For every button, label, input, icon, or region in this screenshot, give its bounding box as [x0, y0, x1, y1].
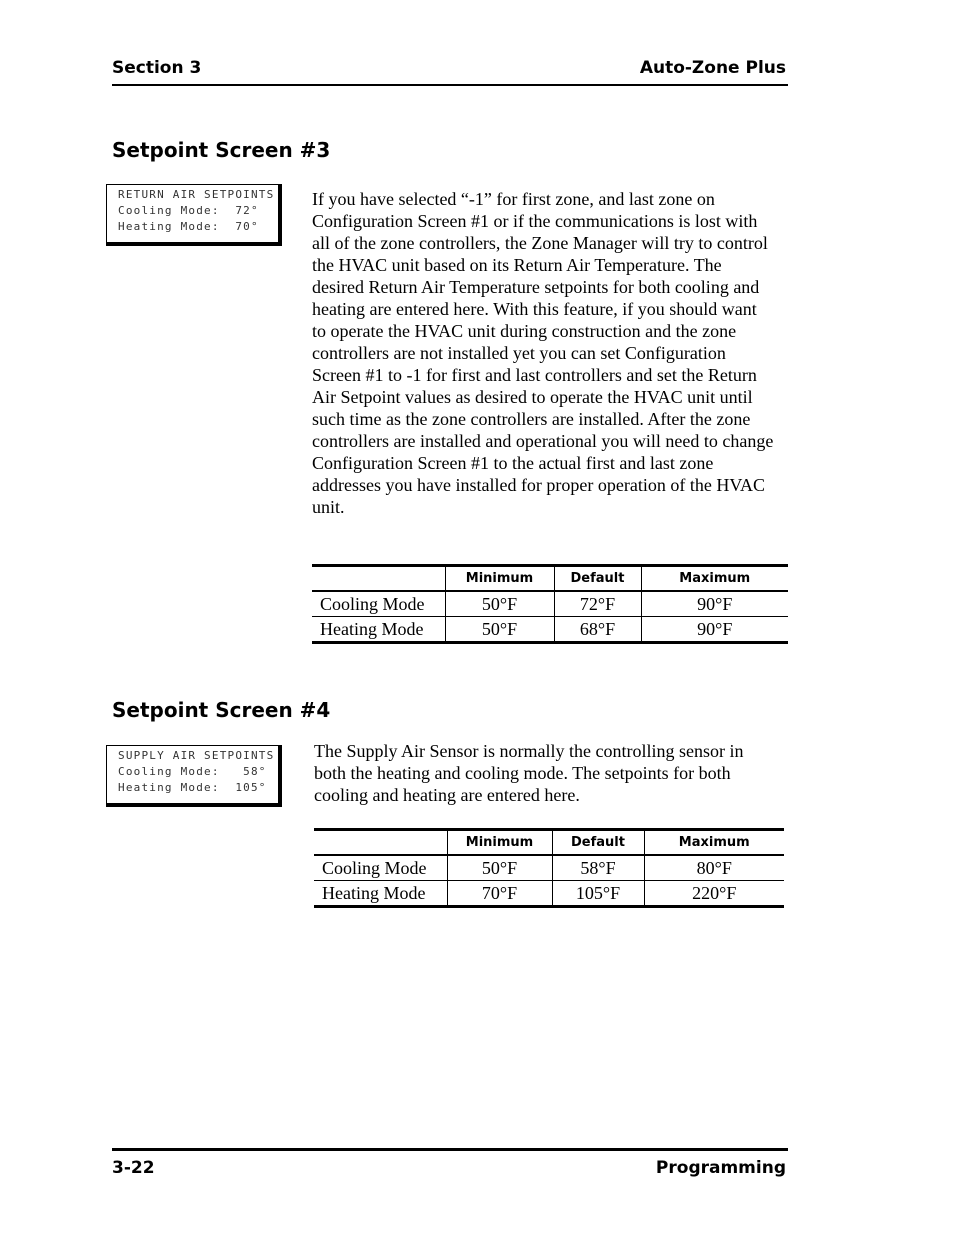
table-cell: Cooling Mode: [314, 855, 447, 881]
table-cell: 50°F: [447, 855, 552, 881]
table-header-row: [314, 830, 784, 856]
table-cell: 220°F: [644, 881, 784, 907]
table-header-cell: Maximum: [644, 830, 784, 856]
page-number: 3-22: [112, 1158, 155, 1178]
table-row: [314, 881, 784, 907]
table-header-cell: Minimum: [447, 830, 552, 856]
table-cell: 105°F: [552, 881, 644, 907]
footer-chapter: Programming: [655, 1158, 786, 1178]
table-cell: 90°F: [641, 617, 788, 643]
table-cell: 70°F: [447, 881, 552, 907]
lcd-line: RETURN AIR SETPOINTS: [118, 188, 275, 201]
section-title: Setpoint Screen #4: [112, 698, 331, 722]
table-cell: 58°F: [552, 855, 644, 881]
lcd-display: [106, 184, 282, 246]
table-header-cell: Minimum: [445, 566, 554, 592]
lcd-line: Heating Mode: 70°: [118, 220, 259, 233]
table-cell: Heating Mode: [320, 618, 424, 639]
table-row: [314, 855, 784, 881]
table-cell: 50°F: [445, 591, 554, 617]
lcd-line: SUPPLY AIR SETPOINTS: [118, 749, 275, 762]
table-cell: 90°F: [641, 591, 788, 617]
section-title: Setpoint Screen #3: [112, 138, 331, 162]
lcd-line: Cooling Mode: 72°: [118, 204, 259, 217]
section-description: If you have selected “-1” for first zone, and last zone on Configuration Screen #1 or if the communications is lost with all of the zone controllers, the Zone Manager will try to control the HVAC unit based on its Return Air Temperature. The desired Return Air Temperature setpoints for both cooling and heating are entered here. With this feature, if you should want to operate the HVAC unit during construction and the zone controllers are not installed yet you can set Configuration Screen #1 to -1 for first and last controllers and set the Return Air Setpoint values as desired to operate the HVAC unit until such time as the zone controllers are installed. After the zone controllers are installed and operational you will need to change Configuration Screen #1 to the actual first and last zone addresses you have installed for proper operation of the HVAC unit.: [312, 189, 774, 517]
table-cell: Cooling Mode: [312, 591, 445, 617]
lcd-line: Cooling Mode: 58°: [118, 765, 267, 778]
setpoint-table: [312, 564, 788, 644]
table-cell: Heating Mode: [322, 882, 426, 903]
lcd-line: Heating Mode: 105°: [118, 781, 267, 794]
table-header-cell: [314, 830, 447, 856]
table-row: [312, 617, 788, 643]
table-cell: 50°F: [445, 617, 554, 643]
table-header-cell: [312, 566, 445, 592]
table-row: [312, 591, 788, 617]
section-description: The Supply Air Sensor is normally the controlling sensor in both the heating and cooling mode. The setpoints for both cooling and heating are entered here.: [314, 741, 744, 805]
lcd-display: [106, 745, 282, 807]
table-cell: 72°F: [554, 591, 641, 617]
table-header-cell: Maximum: [641, 566, 788, 592]
table-cell: 80°F: [644, 855, 784, 881]
table-header-row: [312, 566, 788, 592]
table-cell: 68°F: [554, 617, 641, 643]
page-footer: [112, 1148, 788, 1178]
setpoint-table: [314, 828, 784, 908]
page-header: [112, 58, 788, 86]
header-section: Section 3: [112, 58, 202, 78]
header-product: Auto-Zone Plus: [639, 58, 786, 78]
table-header-cell: Default: [552, 830, 644, 856]
table-header-cell: Default: [554, 566, 641, 592]
